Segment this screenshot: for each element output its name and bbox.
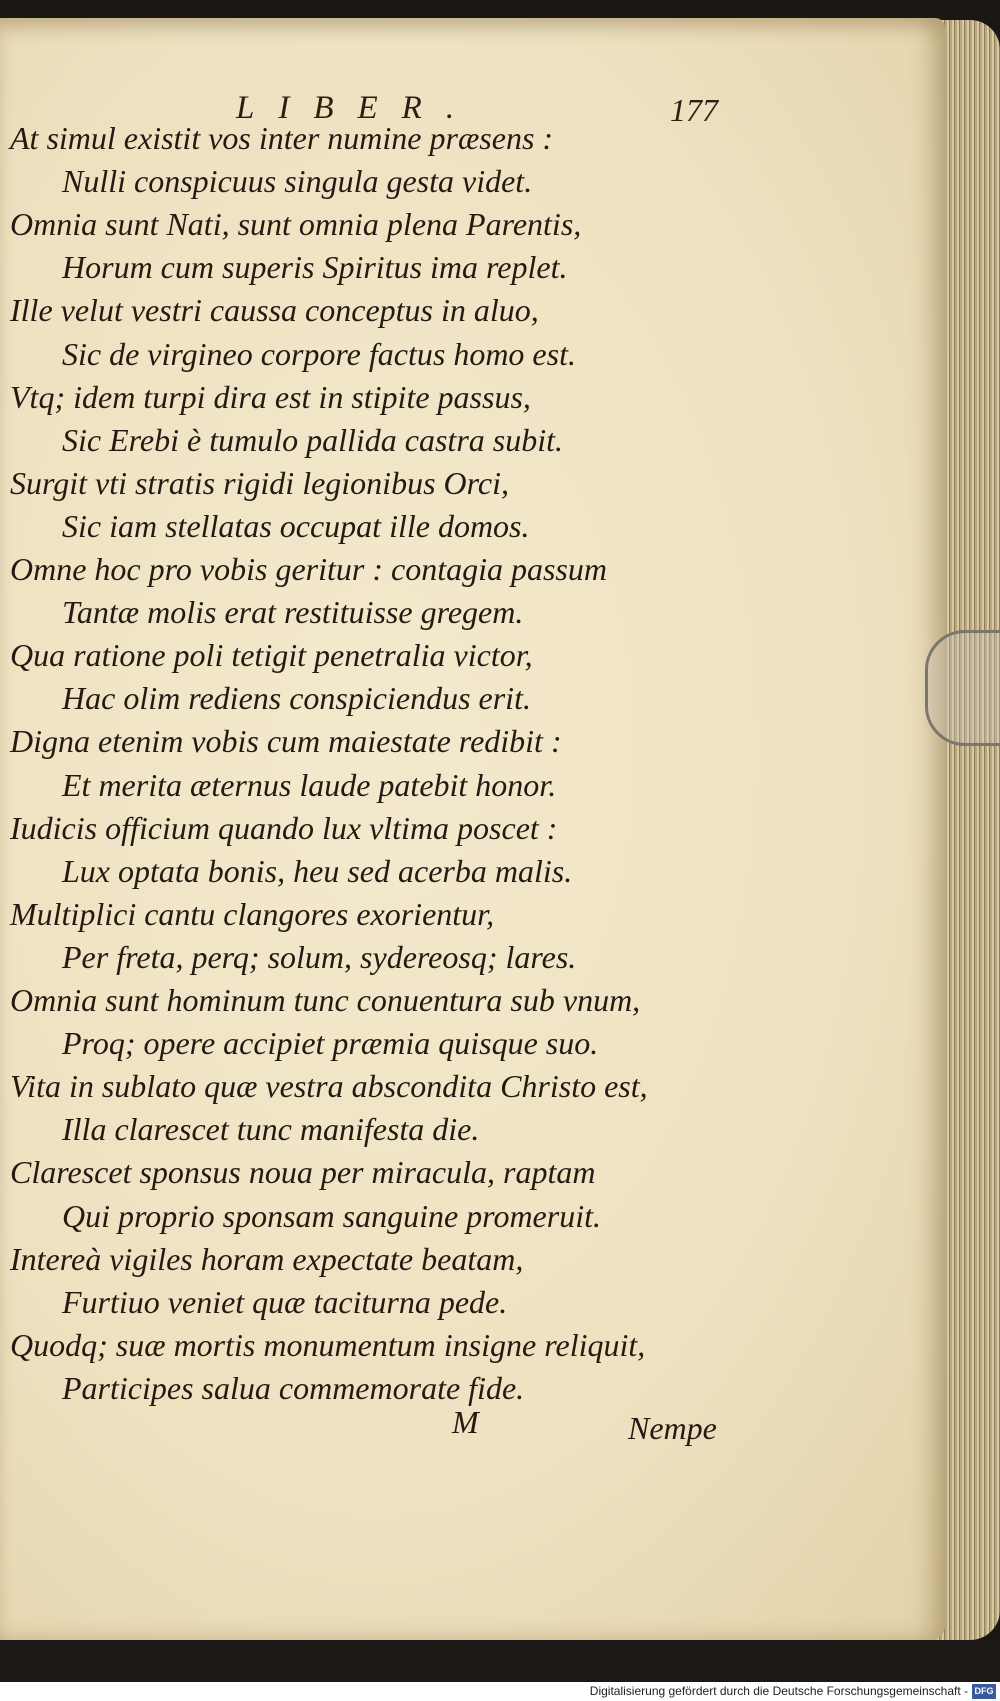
verse-line: Sic Erebi è tumulo pallida castra subit. — [62, 421, 563, 458]
footer-credit-text: Digitalisierung gefördert durch die Deutsche Forschungsgemeinschaft - — [589, 1684, 968, 1698]
verse-line: Lux optata bonis, heu sed acerba malis. — [62, 852, 573, 889]
footer-credit — [0, 1682, 1000, 1701]
verse-line: Furtiuo veniet quæ taciturna pede. — [62, 1283, 508, 1320]
verse-line: Intereà vigiles horam expectate beatam, — [10, 1240, 524, 1277]
verse-line: Vita in sublato quæ vestra abscondita Christo est, — [10, 1068, 648, 1105]
verse-line: Per freta, perq; solum, sydereosq; lares. — [62, 938, 577, 975]
verse-line: Omnia sunt Nati, sunt omnia plena Parentis, — [10, 206, 582, 243]
verse-line: Illa clarescet tunc manifesta die. — [62, 1111, 480, 1148]
signature-mark: M — [452, 1404, 479, 1440]
scan-background — [0, 1640, 1000, 1680]
verse-line: Sic iam stellatas occupat ille domos. — [62, 507, 530, 544]
verse-line: Proq; opere accipiet præmia quisque suo. — [62, 1025, 599, 1062]
dfg-logo: DFG — [972, 1684, 996, 1699]
book-clasp — [925, 630, 1000, 746]
verse-line: Surgit vti stratis rigidi legionibus Orci, — [10, 464, 509, 501]
verse-line: Participes salua commemorate fide. — [62, 1369, 525, 1406]
running-head: LIBER. — [236, 90, 479, 126]
verse-line: Qui proprio sponsam sanguine promeruit. — [62, 1197, 601, 1234]
verse-line: Ille velut vestri caussa conceptus in aluo, — [10, 292, 539, 329]
verse-line: At simul existit vos inter numine præsens : — [10, 120, 554, 156]
verse-line: Quodq; suæ mortis monumentum insigne reliquit, — [10, 1326, 646, 1363]
verse-line: Horum cum superis Spiritus ima replet. — [62, 249, 568, 286]
verse-line: Qua ratione poli tetigit penetralia victor, — [10, 637, 533, 674]
verse-line: Vtq; idem turpi dira est in stipite passus, — [10, 378, 531, 415]
verse-line: Tantæ molis erat restituisse gregem. — [62, 594, 524, 631]
verse-line: Clarescet sponsus noua per miracula, raptam — [10, 1154, 596, 1191]
verse-line: Omnia sunt hominum tunc conuentura sub vnum, — [10, 982, 641, 1018]
page-number: 177 — [670, 92, 718, 128]
verse-line: Multiplici cantu clangores exorientur, — [10, 895, 495, 932]
verse-line: Sic de virgineo corpore factus homo est. — [62, 335, 576, 372]
verse-line: Et merita æternus laude patebit honor. — [62, 766, 557, 803]
verse-line: Digna etenim vobis cum maiestate redibit : — [10, 723, 562, 760]
verse-line: Hac olim rediens conspiciendus erit. — [62, 680, 531, 717]
verse-line: Nulli conspicuus singula gesta videt. — [62, 163, 533, 200]
catchword: Nempe — [628, 1410, 717, 1446]
book-page — [0, 18, 945, 1640]
verse-line: Omne hoc pro vobis geritur : contagia passum — [10, 551, 607, 587]
verse-line: Iudicis officium quando lux vltima poscet : — [10, 809, 558, 846]
